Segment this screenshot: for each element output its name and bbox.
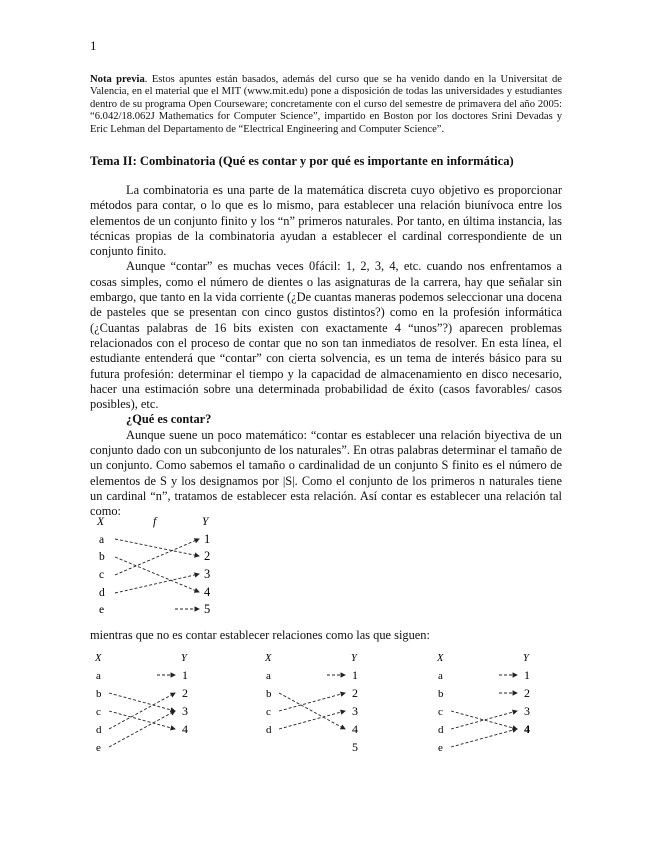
mapping-arrow xyxy=(109,693,175,711)
mapping-arrow xyxy=(115,539,199,556)
set-y-label: Y xyxy=(202,516,209,528)
non-counting-caption: mientras que no es contar establecer relaciones como las que siguen: xyxy=(90,628,430,642)
mapping-arrow xyxy=(109,693,175,729)
codomain-element: 4 xyxy=(182,722,188,736)
domain-element: b xyxy=(438,688,444,700)
mapping-arrow xyxy=(109,711,175,747)
codomain-element: 1 xyxy=(524,668,530,682)
codomain-element: 4 xyxy=(204,585,211,599)
domain-element: d xyxy=(96,724,102,736)
domain-element: a xyxy=(96,670,101,682)
mapping-arrow xyxy=(109,711,175,729)
domain-element: d xyxy=(266,724,272,736)
domain-element: c xyxy=(266,706,271,718)
paragraph-definition: Aunque suene un poco matemático: “contar es establecer una relación biyectiva de un conjunto dado con un subconjunto de los naturales”. En otras palabras determinar el tamaño de un conjunto. Como sabemos el tamaño o cardinalidad de un conjunto S finito es el número de elementos de S y los designamos por |S|. Como el conjunto de los primeros n naturales tiene un cardinal “n”, tratamos de establecer esta relación. Así contar es establecer una relación tal como: xyxy=(90,427,562,519)
note-text: . Estos apuntes están basados, además del curso que se ha venido dando en la Universitat de Valencia, en el material que el MIT (www.mit.edu) pone a disposición de todas las universidades y estudiantes dentro de su programa Open Courseware; concretamente con el curso del semestre de primavera del año 2005: “6.042/18.062J Mathematics for Computer Science”, impartido en Boston por los doctores Srini Devadas y Eric Lehman del Departamento de “Electrical Engineering and Computer Science”. xyxy=(90,74,562,135)
domain-element: d xyxy=(99,587,105,599)
mapping-arrow xyxy=(115,574,199,593)
set-x-label: X xyxy=(265,653,272,664)
mapping-arrow xyxy=(115,539,199,575)
codomain-element: 3 xyxy=(524,704,530,718)
domain-element: a xyxy=(266,670,271,682)
domain-element: c xyxy=(438,706,443,718)
domain-element: e xyxy=(96,742,101,754)
codomain-element: 2 xyxy=(524,686,530,700)
codomain-element: 1 xyxy=(182,668,188,682)
set-x-label: X xyxy=(437,653,444,664)
paragraph-contar: Aunque “contar” es muchas veces 0fácil: 1, 2, 3, 4, etc. cuando nos enfrentamos a cosas simples, como el número de dientes o las asignaturas de la carrera, hay que señalar sin embargo, que tanto en la vida corriente (¿De cuantas maneras podemos seleccionar una docena de pasteles que se presentan con cinco gustos distintos?) como en la profesión informática (¿Cuantas palabras de 16 bits existen con exactamente 4 “unos”?) aparecen problemas relacionados con el proceso de contar que no son tan inmediatos de resolver. En esta línea, el estudiante entenderá que “contar” con cierta solvencia, es un tema de interés básico para su futura profesión: determinar el tiempo y la capacidad de almacenamiento en disco necesario, hacer una estimación sobre una determinada probabilidad de éxito (casos favorables/ casos posibles), etc. xyxy=(90,259,562,412)
codomain-element: 4 xyxy=(524,722,530,736)
bijection-diagram xyxy=(95,512,245,617)
codomain-element: 3 xyxy=(182,704,188,718)
paragraph-intro: La combinatoria es una parte de la matemática discreta cuyo objetivo es proporcionar métodos para contar, o lo que es lo mismo, para establecer una relación biunívoca entre los elementos de un conjunto finito y los “n” primeros naturales. Por tanto, en última instancia, las técnicas propias de la combinatoria ayudan a establecer el cardinal correspondiente de un conjunto finito. xyxy=(90,183,562,259)
set-y-label: Y xyxy=(523,653,529,664)
codomain-element: 5 xyxy=(204,602,211,616)
function-label: f xyxy=(153,516,157,528)
set-x-label: X xyxy=(97,516,105,528)
codomain-element: 3 xyxy=(204,567,211,581)
codomain-element: 2 xyxy=(204,549,211,563)
subheading-que-es-contar: ¿Qué es contar? xyxy=(126,412,212,427)
non-bijection-diagram-a xyxy=(93,650,203,756)
page-number: 1 xyxy=(90,38,97,53)
domain-element: b xyxy=(96,688,102,700)
non-bijection-diagram-c xyxy=(435,650,545,756)
codomain-element: 2 xyxy=(182,686,188,700)
body-text xyxy=(90,183,562,520)
mapping-arrow xyxy=(451,729,517,747)
mapping-arrow xyxy=(279,693,345,711)
mapping-arrow xyxy=(279,711,345,729)
domain-element: d xyxy=(438,724,444,736)
set-y-label: Y xyxy=(351,653,357,664)
codomain-element: 2 xyxy=(352,686,358,700)
preliminary-note xyxy=(90,74,562,136)
codomain-element: 4 xyxy=(352,722,358,736)
codomain-element: 1 xyxy=(204,532,211,546)
codomain-element: 5 xyxy=(352,740,358,754)
domain-element: e xyxy=(99,604,105,616)
section-title: Tema II: Combinatoria (Qué es contar y por qué es importante en informática) xyxy=(90,154,514,168)
domain-element: c xyxy=(96,706,101,718)
set-x-label: X xyxy=(95,653,102,664)
domain-element: b xyxy=(99,551,105,563)
domain-element: e xyxy=(438,742,443,754)
mapping-arrow xyxy=(279,693,345,729)
domain-element: b xyxy=(266,688,272,700)
non-bijection-diagram-b xyxy=(263,650,373,756)
mapping-arrow xyxy=(115,557,199,592)
codomain-element: 1 xyxy=(352,668,358,682)
domain-element: a xyxy=(438,670,443,682)
domain-element: a xyxy=(99,534,105,546)
note-lead: Nota previa xyxy=(90,74,145,85)
domain-element: c xyxy=(99,569,105,581)
codomain-element: 3 xyxy=(352,704,358,718)
set-y-label: Y xyxy=(181,653,187,664)
